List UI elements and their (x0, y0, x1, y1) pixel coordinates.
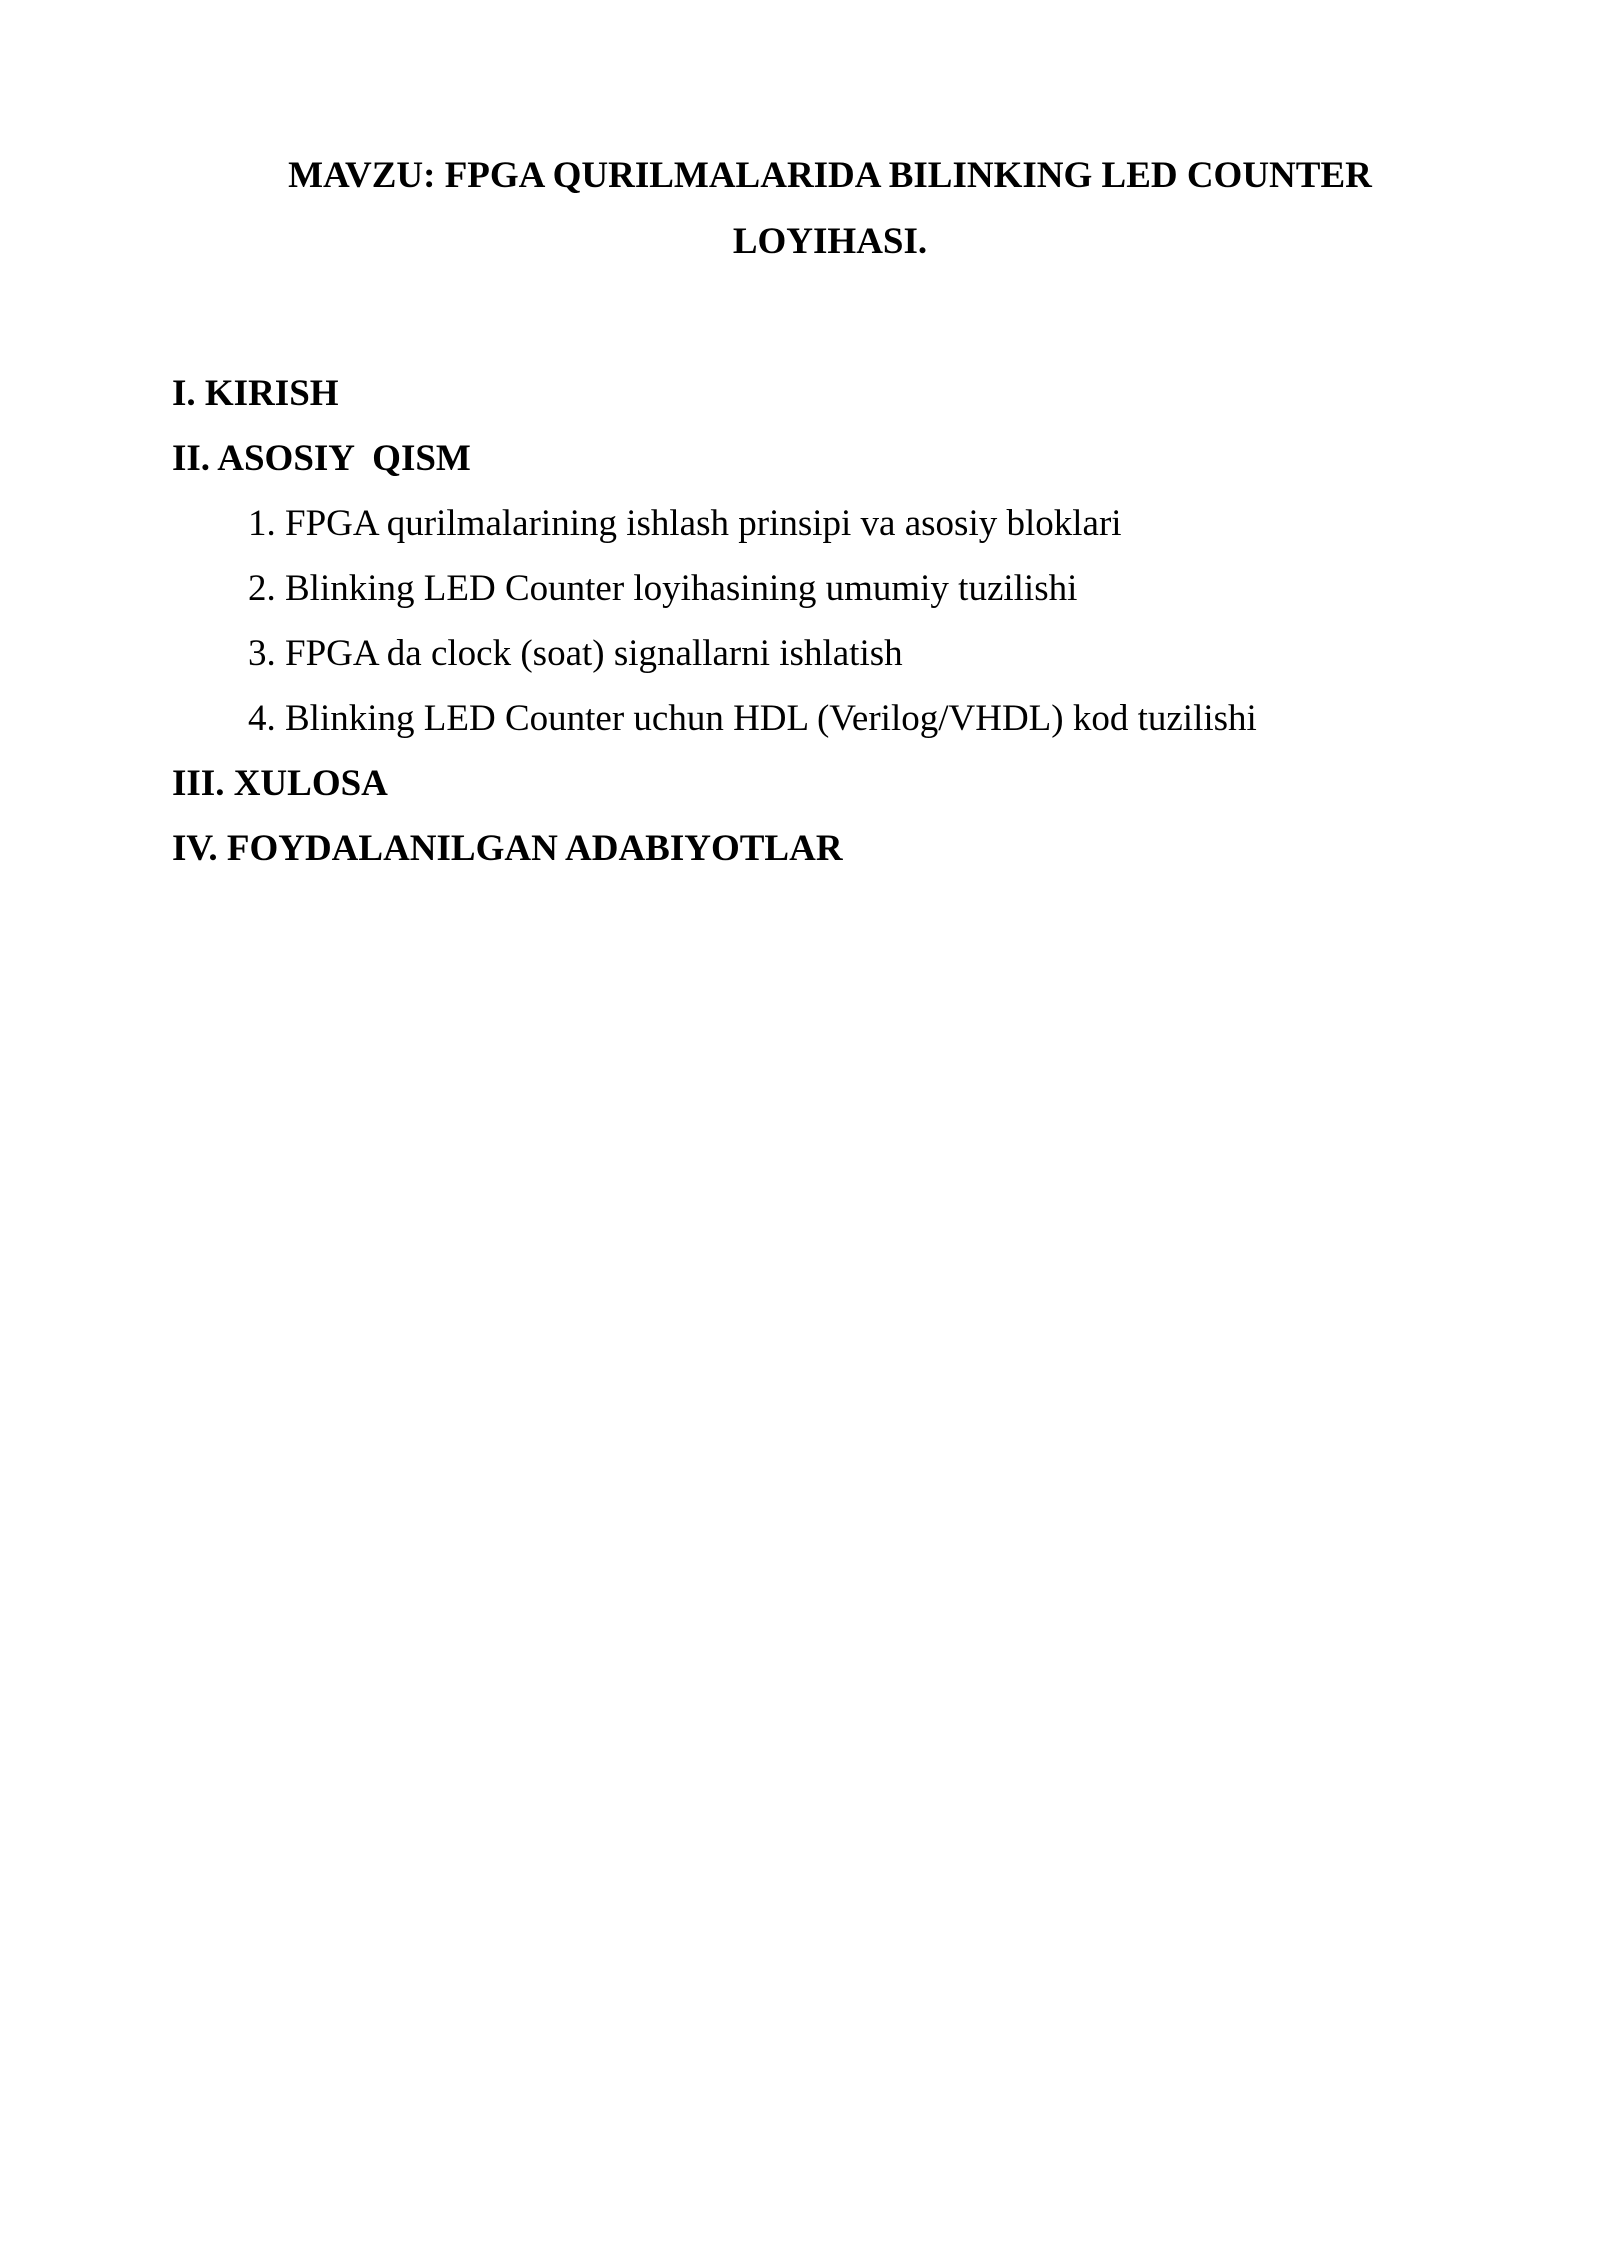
toc-subsection-4: 4. Blinking LED Counter uchun HDL (Verilog/VHDL) kod tuzilishi (248, 698, 1257, 739)
toc-section-xulosa: III. XULOSA (172, 763, 388, 804)
toc-subsection-3: 3. FPGA da clock (soat) signallarni ishlatish (248, 633, 903, 674)
toc-section-adabiyotlar: IV. FOYDALANILGAN ADABIYOTLAR (172, 828, 843, 869)
toc-subsection-2: 2. Blinking LED Counter loyihasining umumiy tuzilishi (248, 568, 1078, 609)
document-title-line-2: LOYIHASI. (732, 221, 928, 262)
toc-section-kirish: I. KIRISH (172, 373, 339, 414)
document-title-line-1: MAVZU: FPGA QURILMALARIDA BILINKING LED COUNTER (288, 155, 1372, 196)
toc-subsection-1: 1. FPGA qurilmalarining ishlash prinsipi va asosiy bloklari (248, 503, 1122, 544)
toc-section-asosiy-qism: II. ASOSIY QISM (172, 438, 471, 479)
